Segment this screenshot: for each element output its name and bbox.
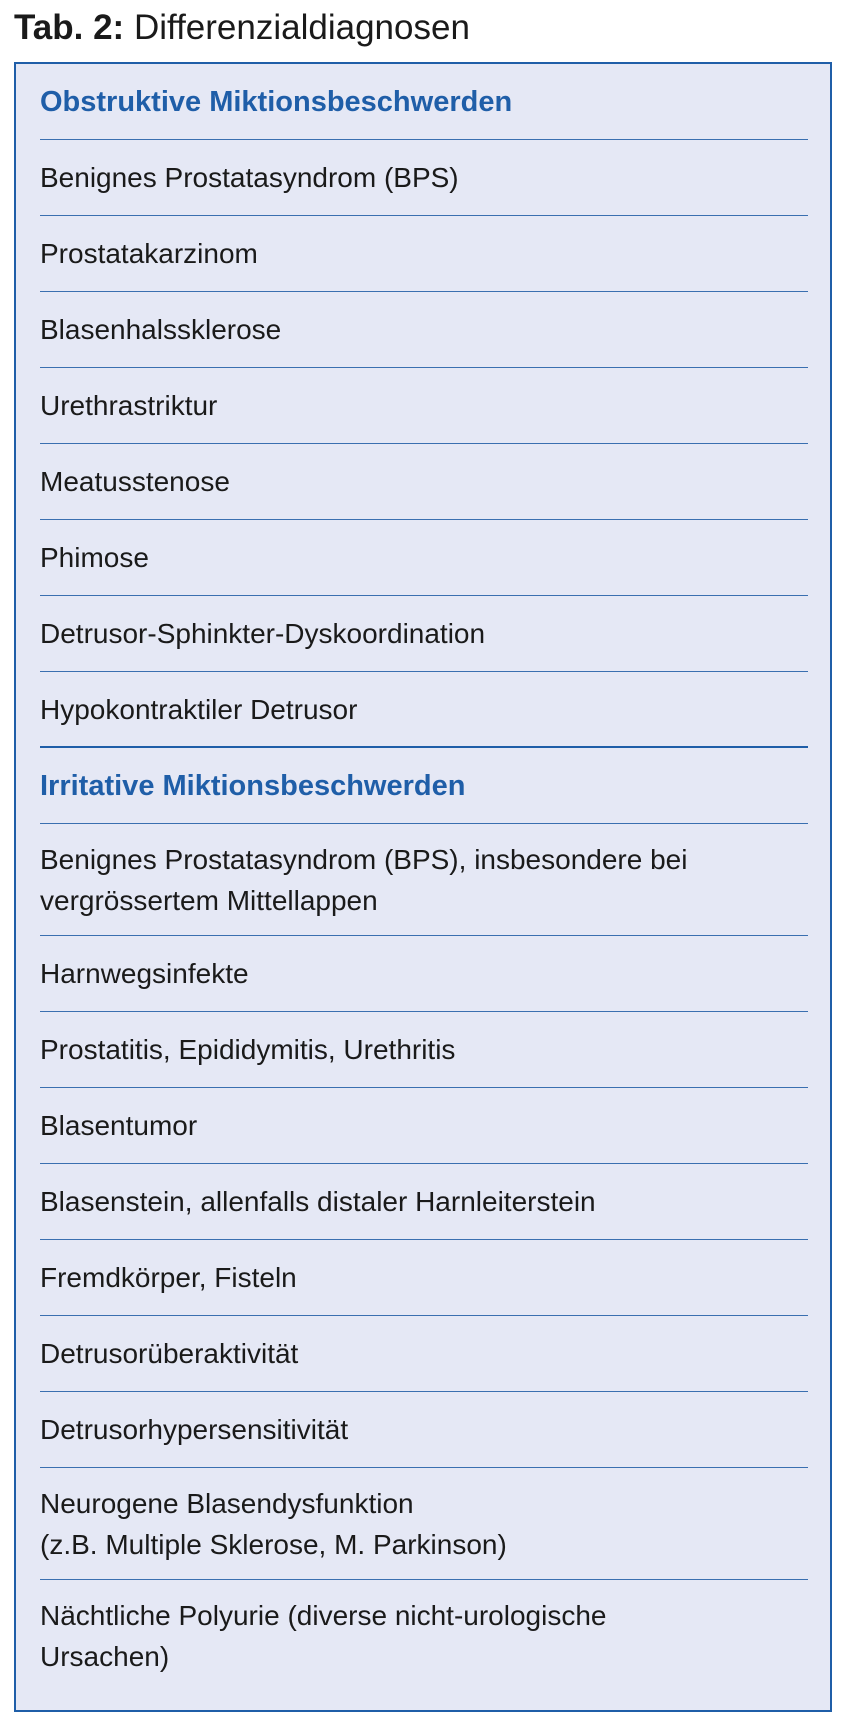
table-row (40, 444, 808, 520)
table-row (40, 1468, 808, 1580)
table-row (40, 1580, 808, 1692)
row-text: Detrusorüberaktivität (40, 1338, 299, 1369)
table-row (40, 520, 808, 596)
row-text: Urethrastriktur (40, 390, 218, 421)
table-row (40, 1012, 808, 1088)
row-text: Prostatakarzinom (40, 238, 258, 269)
table-number: Tab. 2: (14, 8, 125, 47)
row-text-line: Neurogene Blasendysfunktion (40, 1487, 414, 1519)
table-row (40, 596, 808, 672)
table-row (40, 140, 808, 216)
table-caption (14, 6, 470, 50)
table-row (40, 1164, 808, 1240)
table-row (40, 936, 808, 1012)
row-text: Fremdkörper, Fisteln (40, 1262, 297, 1293)
table-row (40, 1316, 808, 1392)
table-row (40, 1088, 808, 1164)
row-text: Meatusstenose (40, 466, 230, 497)
row-text-line: (z.B. Multiple Sklerose, M. Parkinson) (40, 1528, 507, 1560)
row-text: Detrusor-Sphinkter-Dyskoordination (40, 618, 486, 649)
row-text: Hypokontraktiler Detrusor (40, 693, 358, 725)
row-text: Benignes Prostatasyndrom (BPS) (40, 162, 459, 193)
table-row (40, 292, 808, 368)
row-text: Blasenhalssklerose (40, 314, 282, 345)
table-row (40, 824, 808, 936)
row-text: Blasenstein, allenfalls distaler Harnleiterstein (40, 1186, 596, 1217)
row-text: Phimose (40, 542, 149, 573)
table-title: Differenzialdiagnosen (133, 8, 470, 47)
row-text: Detrusorhypersensitivität (40, 1414, 349, 1445)
row-text: Blasentumor (40, 1110, 198, 1141)
table-row (40, 1392, 808, 1468)
table-row (40, 368, 808, 444)
section-heading-irritative: Irritative Miktionsbeschwerden (40, 748, 808, 824)
row-text-line: Ursachen) (40, 1641, 170, 1672)
table-row (40, 672, 808, 748)
row-text-line: Nächtliche Polyurie (diverse nicht-urologische (40, 1600, 607, 1631)
row-text-line: vergrössertem Mittellappen (40, 884, 378, 916)
row-text-line: Benignes Prostatasyndrom (BPS), insbesondere bei (40, 843, 688, 875)
table-row (40, 1240, 808, 1316)
row-text: Harnwegsinfekte (40, 958, 249, 989)
section-heading-obstructive: Obstruktive Miktionsbeschwerden (40, 64, 808, 140)
differential-diagnosis-table (14, 62, 832, 1712)
row-text: Prostatitis, Epididymitis, Urethritis (40, 1034, 456, 1065)
table-row (40, 216, 808, 292)
